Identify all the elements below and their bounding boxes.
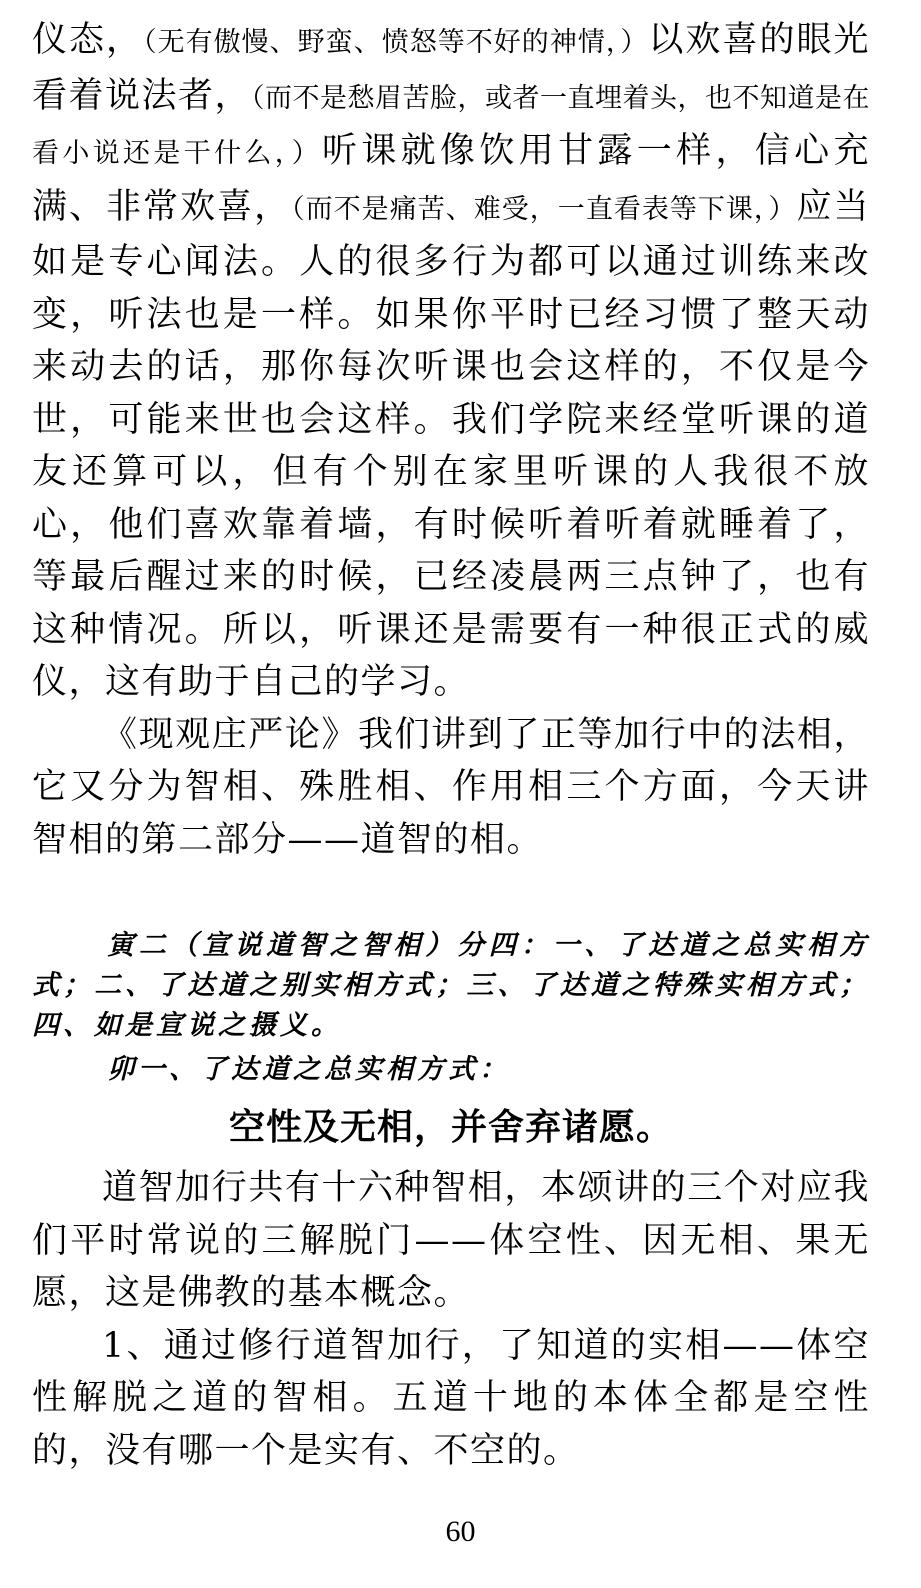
outline-heading-yin2: 寅二（宣说道智之智相）分四：一、了达道之总实相方式；二、了达道之别实相方式；三、了达道之特殊实相方式；四、如是宣说之摄义。 (32, 930, 870, 1041)
text-span: 应当如是专心闻法。人的很多行为都可以通过训练来改变，听法也是一样。如果你平时已经习惯了整天动来动去的话，那你每次听课也会这样的，不仅是今世，可能来世也会这样。我们学院来经堂听课的道友还算可以，但有个别在家里听课的人我很不放心，他们喜欢靠着墙，有时候听着听着就睡着了，等最后醒过来的时候，已经凌晨两三点钟了，也有这种情况。所以，听课还是需要有一种很正式的威仪，这有助于自己的学习。 (32, 186, 870, 702)
root-verse: 空性及无相，并舍弃诸愿。 (228, 1106, 673, 1148)
page-body (32, 14, 870, 1477)
text-span: 听课就像饮用甘露一样，信心充满、非常欢喜， (32, 131, 870, 227)
text-span: 以欢喜的眼光看着说法者， (32, 20, 870, 116)
annotation-text: （无有傲慢、野蛮、愤怒等不好的神情，） (143, 27, 649, 58)
paragraph-topic-intro: 《现观庄严论》我们讲到了正等加行中的法相，它又分为智相、殊胜相、作用相三个方面，今天讲智相的第二部分——道智的相。 (32, 714, 870, 860)
paragraph-listening-conduct (32, 14, 870, 709)
paragraph-emptiness: 1、通过修行道智加行，了知道的实相——体空性解脱之道的智相。五道十地的本体全都是空性的，没有哪一个是实有、不空的。 (32, 1325, 870, 1471)
paragraph-three-doors: 道智加行共有十六种智相，本颂讲的三个对应我们平时常说的三解脱门——体空性、因无相、果无愿，这是佛教的基本概念。 (32, 1168, 870, 1313)
annotation-text: （而不是愁眉苦脸，或者一直埋着头，也不知道是在看小说还是干什么，） (32, 82, 871, 169)
page-number: 60 (445, 1515, 476, 1548)
annotation-text: （而不是痛苦、难受，一直看表等下课，） (291, 193, 797, 225)
outline-heading-mao1: 卯一、了达道之总实相方式： (107, 1054, 510, 1085)
text-span: 仪态， (32, 20, 144, 60)
